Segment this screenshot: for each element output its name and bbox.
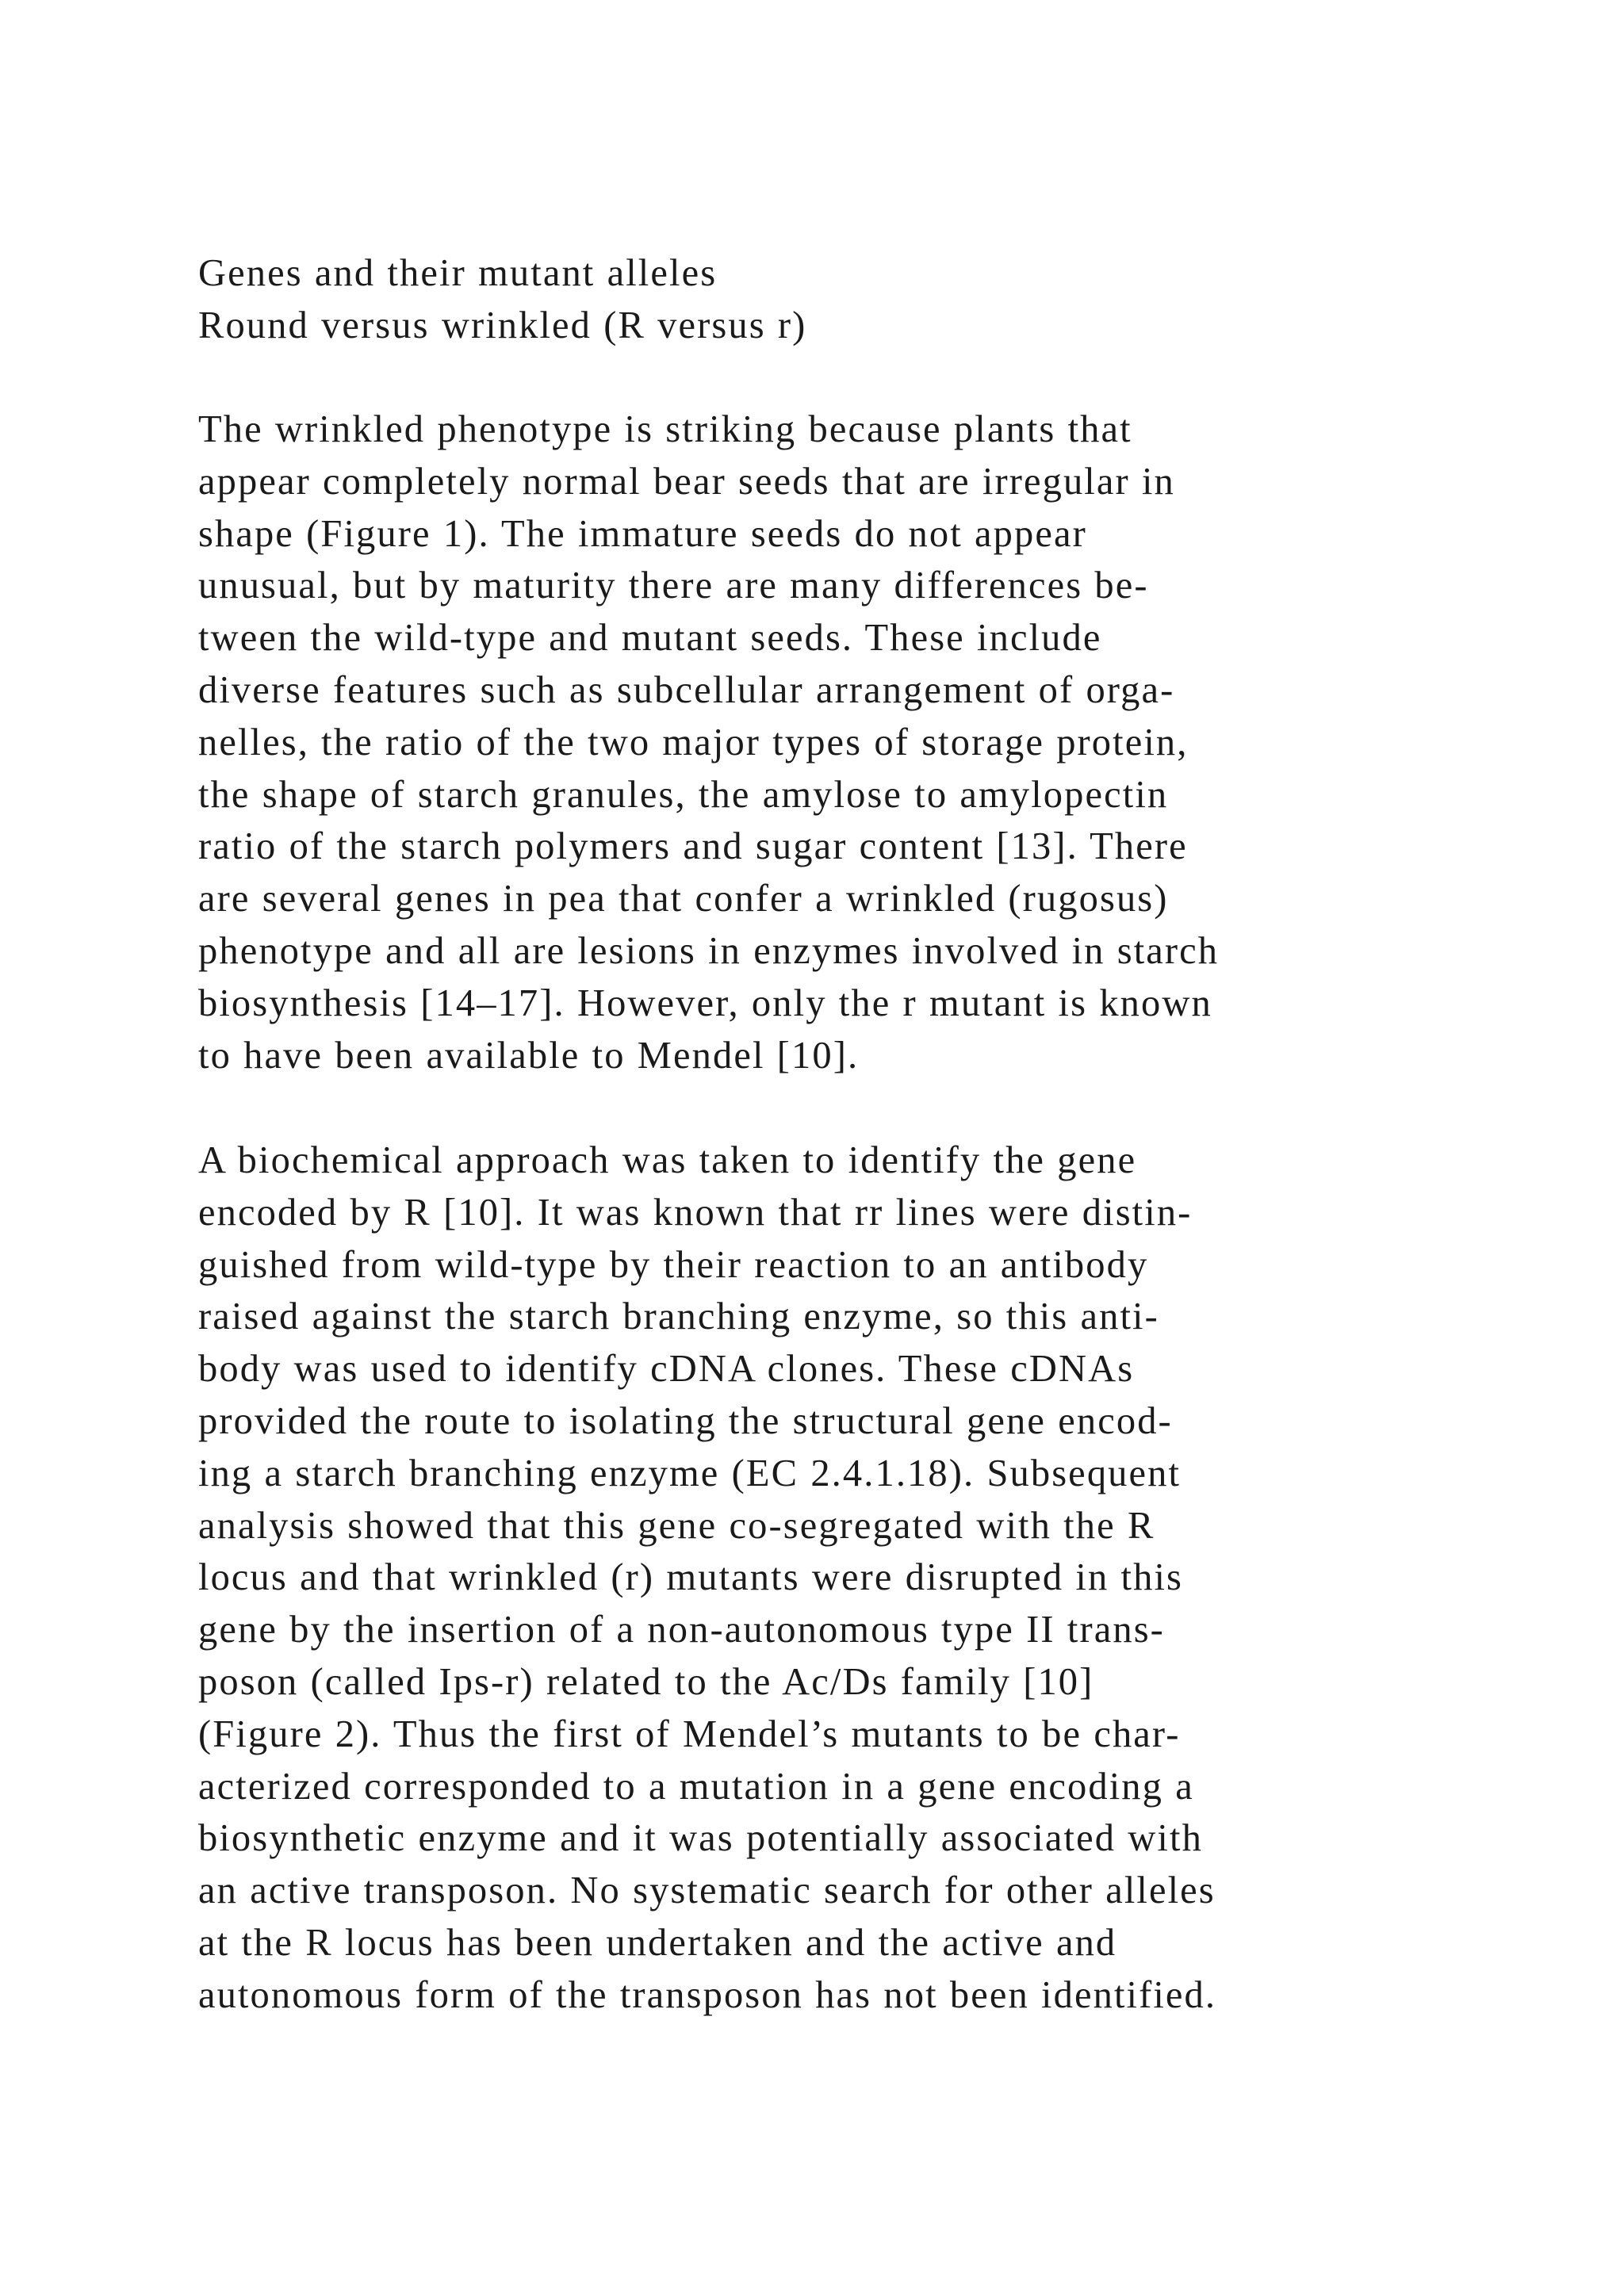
paragraph-line: ing a starch branching enzyme (EC 2.4.1.18). Subsequent: [198, 1452, 1182, 1494]
paragraph-line: raised against the starch branching enzyme, so this anti-: [198, 1295, 1159, 1338]
paragraph-line: locus and that wrinkled (r) mutants were disrupted in this: [198, 1556, 1184, 1599]
paragraph-line: are several genes in pea that confer a wrinkled (rugosus): [198, 878, 1169, 920]
paragraph-wrinkled-phenotype: [198, 404, 1594, 1081]
paragraph-line: biosynthesis [14–17]. However, only the r mutant is known: [198, 982, 1212, 1024]
paragraph-line: analysis showed that this gene co-segregated with the R: [198, 1504, 1155, 1547]
subheading-line: Round versus wrinkled (R versus r): [198, 304, 807, 346]
paragraph-line: the shape of starch granules, the amylose to amylopectin: [198, 773, 1169, 816]
paragraph-line: autonomous form of the transposon has not been identified.: [198, 1973, 1217, 2016]
paragraph-line: acterized corresponded to a mutation in a gene encoding a: [198, 1765, 1194, 1808]
paragraph-line: unusual, but by maturity there are many differences be-: [198, 564, 1149, 607]
paragraph-line: appear completely normal bear seeds that are irregular in: [198, 460, 1175, 503]
paragraph-line: shape (Figure 1). The immature seeds do not appear: [198, 512, 1087, 555]
paragraph-line: provided the route to isolating the structural gene encod-: [198, 1399, 1173, 1442]
paragraph-line: The wrinkled phenotype is striking because plants that: [198, 408, 1132, 450]
paragraph-line: body was used to identify cDNA clones. These cDNAs: [198, 1348, 1135, 1391]
paragraph-line: biosynthetic enzyme and it was potentially associated with: [198, 1817, 1203, 1860]
paragraph-line: at the R locus has been undertaken and the active and: [198, 1921, 1117, 1964]
paragraph-line: nelles, the ratio of the two major types of storage protein,: [198, 721, 1189, 763]
paragraph-line: tween the wild-type and mutant seeds. These include: [198, 617, 1102, 660]
paragraph-line: phenotype and all are lesions in enzymes involved in starch: [198, 929, 1220, 972]
paragraph-line: A biochemical approach was taken to identify the gene: [198, 1139, 1137, 1181]
paragraph-line: ratio of the starch polymers and sugar content [13]. There: [198, 825, 1188, 868]
paragraph-line: gene by the insertion of a non-autonomous type II trans-: [198, 1609, 1165, 1651]
paragraph-line: guished from wild-type by their reaction to an antibody: [198, 1243, 1149, 1286]
paragraph-biochemical-approach: [198, 1135, 1594, 2022]
paragraph-line: to have been available to Mendel [10].: [198, 1034, 860, 1077]
paragraph-line: poson (called Ips-r) related to the Ac/Ds family [10]: [198, 1660, 1094, 1703]
paragraph-line: an active transposon. No systematic search for other alleles: [198, 1869, 1216, 1912]
section-heading: [198, 247, 1594, 352]
paragraph-line: diverse features such as subcellular arrangement of orga-: [198, 668, 1175, 711]
paragraph-line: encoded by R [10]. It was known that rr lines were distin-: [198, 1191, 1193, 1234]
paragraph-line: (Figure 2). Thus the first of Mendel’s mutants to be char-: [198, 1712, 1181, 1755]
heading-line: Genes and their mutant alleles: [198, 252, 718, 294]
